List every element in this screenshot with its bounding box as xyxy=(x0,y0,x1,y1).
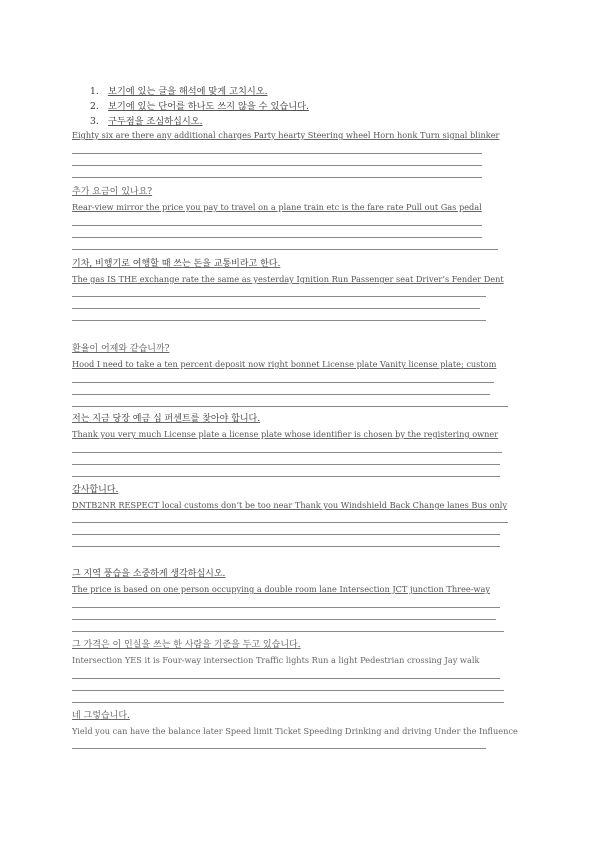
answer-line[interactable] xyxy=(72,702,504,703)
answer-line[interactable] xyxy=(72,296,486,297)
answer-line[interactable] xyxy=(72,177,482,178)
answer-line[interactable] xyxy=(72,406,508,407)
answer-line[interactable] xyxy=(72,237,482,238)
translation-text: 환율이 어제와 같습니까? xyxy=(72,344,170,354)
answer-line[interactable] xyxy=(72,320,486,321)
word-bank-text: Eighty six are there any additional charges Party hearty Steering wheel Horn honk Turn signal blinker xyxy=(72,130,500,140)
translation-text: 그 가격은 이 인실을 쓰는 한 사람을 기준을 두고 있습니다. xyxy=(72,640,301,650)
answer-line[interactable] xyxy=(72,308,480,309)
answer-line[interactable] xyxy=(72,394,490,395)
exercise-section xyxy=(72,186,524,250)
translation-text: 기차, 비행기로 여행할 때 쓰는 돈을 교통비라고 한다. xyxy=(72,259,281,269)
instruction-text: 보기에 있는 단어를 하나도 쓰지 않을 수 있습니다. xyxy=(108,101,309,112)
word-bank-text: Hood I need to take a ten percent deposit now right bonnet License plate Vanity license plate; custom xyxy=(72,359,497,369)
answer-line[interactable] xyxy=(72,690,504,691)
answer-line[interactable] xyxy=(72,748,486,749)
exercise-section xyxy=(72,710,524,749)
answer-line[interactable] xyxy=(72,476,500,477)
word-bank-text: Intersection YES it is Four-way intersection Traffic lights Run a light Pedestrian crossing Jay walk xyxy=(72,655,480,665)
instruction-item: 1. 보기에 있는 글을 해석에 맞게 고치시오. xyxy=(90,86,268,97)
word-bank-text: DNTB2NR RESPECT local customs don’t be too near Thank you Windshield Back Change lanes Bus only xyxy=(72,500,507,510)
exercise-section xyxy=(72,568,524,632)
exercise-section xyxy=(72,258,524,321)
answer-line[interactable] xyxy=(72,225,482,226)
word-bank-text: Rear-view mirror the price you pay to travel on a plane train etc is the fare rate Pull out Gas pedal xyxy=(72,202,482,212)
translation-text: 그 지역 풍습을 소중하게 생각하십시오. xyxy=(72,569,226,579)
exercise-section xyxy=(72,130,524,178)
answer-line[interactable] xyxy=(72,607,500,608)
instruction-item: 2. 보기에 있는 단어를 하나도 쓰지 않을 수 있습니다. xyxy=(90,101,309,112)
exercise-section xyxy=(72,343,524,407)
instruction-item: 3. 구두점을 조심하십시오. xyxy=(90,116,203,127)
word-bank-text: Yield you can have the balance later Speed limit Ticket Speeding Drinking and driving Under the Influence xyxy=(72,726,518,736)
answer-line[interactable] xyxy=(72,165,482,166)
instruction-text: 보기에 있는 글을 해석에 맞게 고치시오. xyxy=(108,86,268,97)
answer-line[interactable] xyxy=(72,464,500,465)
answer-line[interactable] xyxy=(72,546,500,547)
answer-line[interactable] xyxy=(72,678,500,679)
exercise-section xyxy=(72,639,524,703)
answer-line[interactable] xyxy=(72,249,498,250)
word-bank-text: The price is based on one person occupying a double room lane Intersection JCT junction Three-way xyxy=(72,584,490,594)
answer-line[interactable] xyxy=(72,522,508,523)
answer-line[interactable] xyxy=(72,631,504,632)
instruction-text: 구두점을 조심하십시오. xyxy=(108,116,203,127)
exercise-section xyxy=(72,484,524,547)
translation-text: 저는 지금 당장 예금 십 퍼센트를 찾아야 합니다. xyxy=(72,414,261,424)
exercise-section xyxy=(72,413,524,477)
translation-text: 추가 요금이 있나요? xyxy=(72,187,153,197)
translation-text: 감사합니다. xyxy=(72,485,119,495)
answer-line[interactable] xyxy=(72,619,496,620)
word-bank-text: Thank you very much License plate a license plate whose identifier is chosen by the registering owner xyxy=(72,429,499,439)
answer-line[interactable] xyxy=(72,153,482,154)
instruction-list xyxy=(90,84,309,129)
translation-text: 네 그렇습니다. xyxy=(72,711,130,721)
answer-line[interactable] xyxy=(72,382,494,383)
answer-line[interactable] xyxy=(72,534,500,535)
answer-line[interactable] xyxy=(72,452,502,453)
word-bank-text: The gas IS THE exchange rate the same as yesterday Ignition Run Passenger seat Driver’s Fender Dent xyxy=(72,274,504,284)
